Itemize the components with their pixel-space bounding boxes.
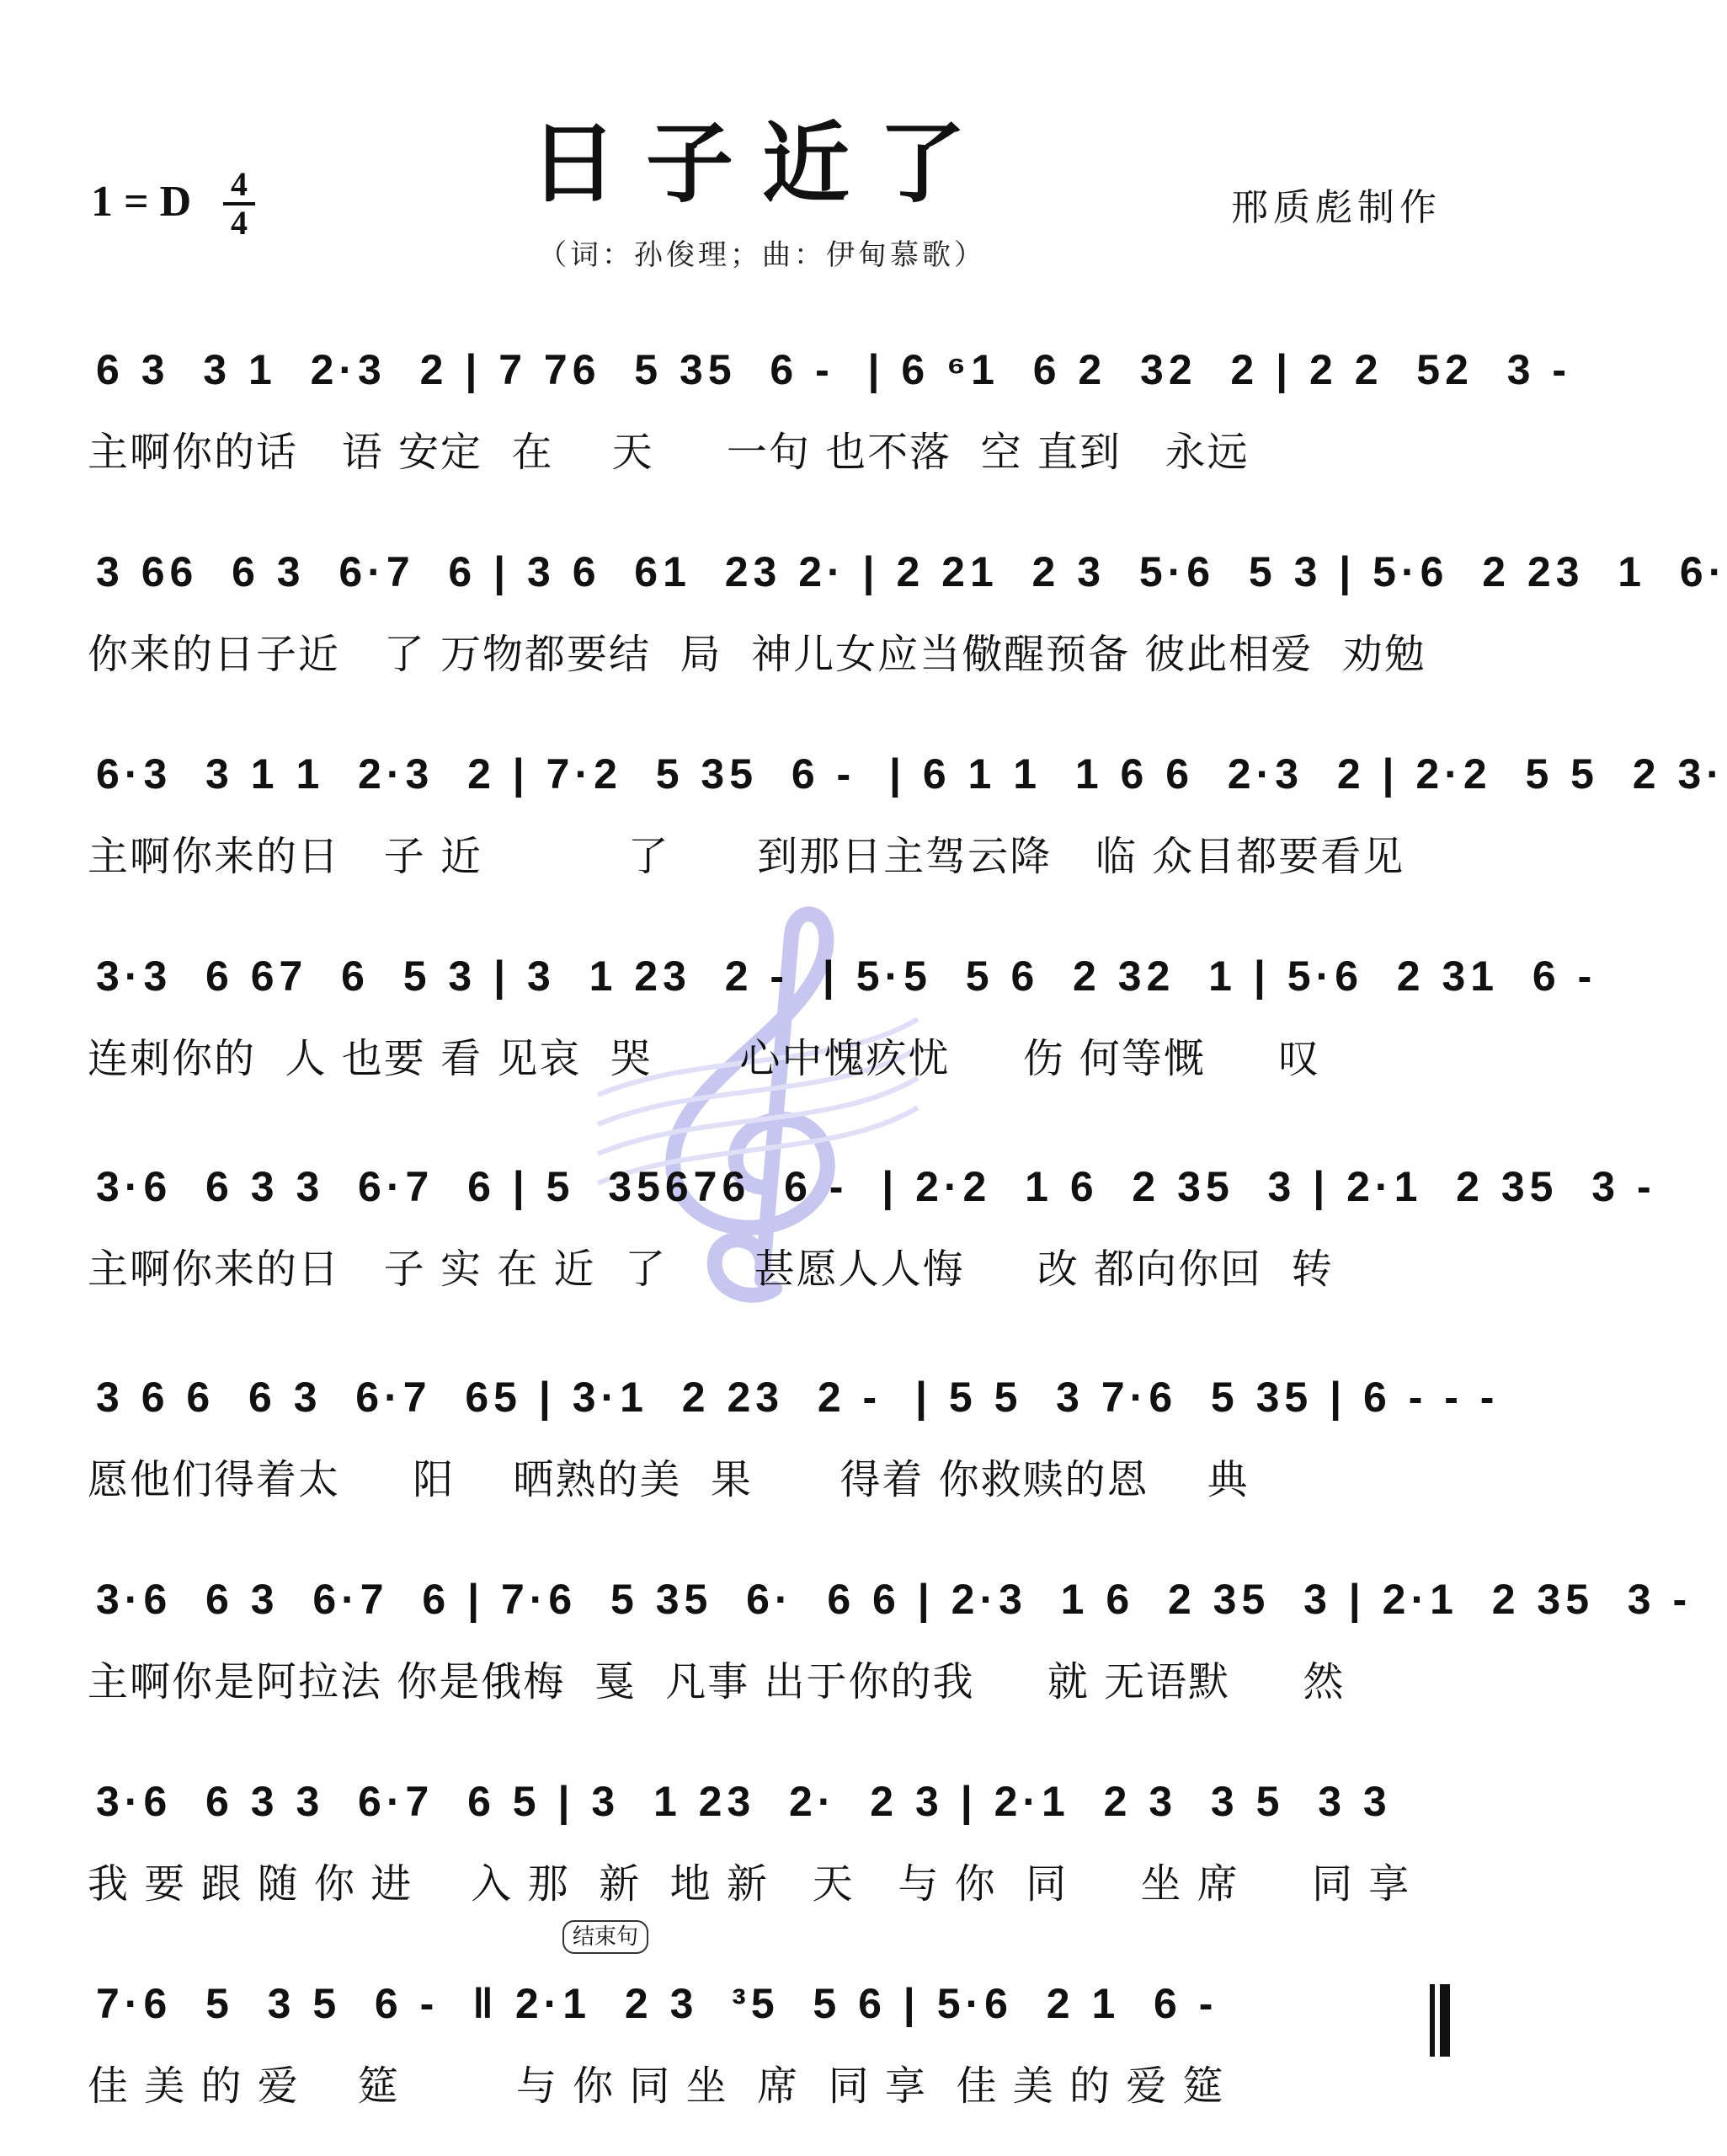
- lyric-line: 你来的日子近 了 万物都要结 局 神儿女应当儆醒预备 彼此相爱 劝勉: [88, 631, 1426, 678]
- time-signature-bottom: 4: [231, 204, 248, 242]
- lyric-line: 佳 美 的 爱 筵 与 你 同 坐 席 同 享 佳 美 的 爱 筵: [88, 2063, 1225, 2110]
- lyric-line: 愿他们得着太 阳 晒熟的美 果 得着 你救赎的恩 典: [88, 1456, 1250, 1503]
- lyric-line: 主啊你是阿拉法 你是俄梅 戛 凡事 出于你的我 就 无语默 然: [88, 1658, 1346, 1705]
- ending-phrase-badge: 结束句: [562, 1920, 648, 1954]
- time-signature: [223, 165, 255, 242]
- author-credit: 邢质彪制作: [1231, 186, 1442, 229]
- lyric-line: 主啊你来的日 子 实 在 近 了 甚愿人人悔 改 都向你回 转: [88, 1246, 1334, 1293]
- lyric-line: 我 要 跟 随 你 进 入 那 新 地 新 天 与 你 同 坐 席 同 享: [88, 1860, 1411, 1908]
- notation-line: 7·6 5 3 5 6 - ‖ 2·1 2 3 ³5 5 6 | 5·6 2 1 6 -: [96, 1980, 1218, 2027]
- final-barline-thick: [1440, 1984, 1450, 2057]
- notation-line: 3·3 6 67 6 5 3 | 3 1 23 2 - | 5·5 5 6 2 32 1 | 5·6 2 31 6 -: [96, 953, 1597, 1000]
- lyricist-composer: （词：孙俊理；曲：伊甸慕歌）: [538, 238, 986, 272]
- notation-line: 3 6 6 6 3 6·7 65 | 3·1 2 23 2 - | 5 5 3 7·6 5 35 | 6 - - -: [96, 1374, 1500, 1421]
- key-signature: 1 = D: [91, 178, 192, 226]
- lyric-line: 主啊你的话 语 安定 在 天 一句 也不落 空 直到 永远: [88, 429, 1250, 476]
- notation-line: 3 66 6 3 6·7 6 | 3 6 61 23 2· | 2 21 2 3 5·6 5 3 | 5·6 2 23 1 6·: [96, 548, 1727, 595]
- notation-line: 3·6 6 3 6·7 6 | 7·6 5 35 6· 6 6 | 2·3 1 6 2 35 3 | 2·1 2 35 3 -: [96, 1576, 1692, 1623]
- time-signature-top: 4: [231, 165, 248, 203]
- lyric-line: 主啊你来的日 子 近 了 到那日主驾云降 临 众目都要看见: [88, 833, 1405, 880]
- lyric-line: 连刺你的 人 也要 看 见哀 哭 心中愧疚忧 伤 何等慨 叹: [88, 1035, 1321, 1082]
- notation-line: 6 3 3 1 2·3 2 | 7 76 5 35 6 - | 6 ⁶1 6 2 32 2 | 2 2 52 3 -: [96, 346, 1572, 393]
- notation-line: 3·6 6 3 3 6·7 6 5 | 3 1 23 2· 2 3 | 2·1 2 3 3 5 3 3: [96, 1778, 1392, 1825]
- notation-line: 6·3 3 1 1 2·3 2 | 7·2 5 35 6 - | 6 1 1 1 6 6 2·3 2 | 2·2 5 5 2 3·: [96, 750, 1725, 798]
- song-title: 日子近了: [529, 111, 994, 215]
- notation-line: 3·6 6 3 3 6·7 6 | 5 35676 6 - | 2·2 1 6 2 35 3 | 2·1 2 35 3 -: [96, 1163, 1656, 1210]
- final-barline-thin: [1430, 1984, 1435, 2057]
